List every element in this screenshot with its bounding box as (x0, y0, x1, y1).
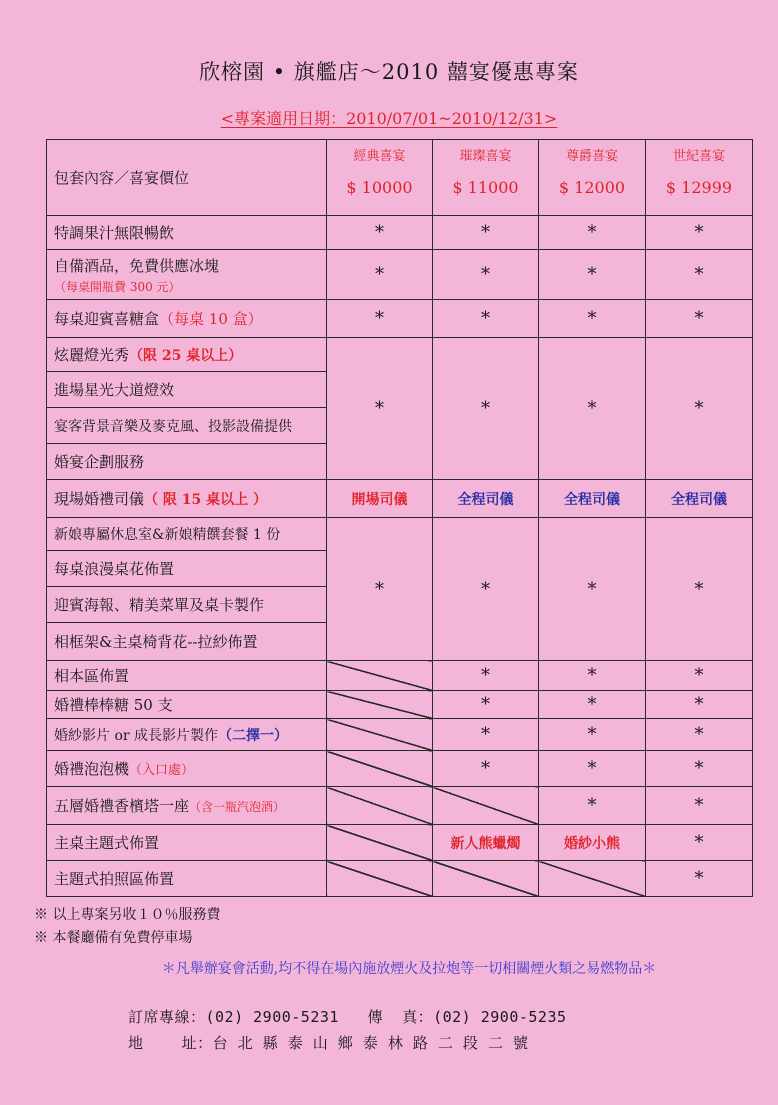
item-photo-area: 主題式拍照區佈置 (47, 861, 327, 897)
table-row: 現場婚禮司儀（ 限 15 桌以上 ） 開場司儀 全程司儀 全程司儀 全程司儀 (47, 480, 753, 518)
table-header-row (47, 140, 753, 216)
parking-note: ※ 本餐廳備有免費停車場 (34, 930, 193, 946)
package-brilliant: 璀璨喜宴 $ 11000 (433, 140, 539, 216)
fireworks-warning: ＊凡舉辦宴會活動,均不得在場內施放煙火及拉炮等一切相關煙火類之易燃物品＊ (161, 961, 657, 977)
item-bride-room: 新娘專屬休息室&新娘精饌套餐 1 份 (47, 518, 327, 551)
document-title: 欣榕園 • 旗艦店～2010 囍宴優惠專案 (199, 60, 579, 84)
item-video: 婚紗影片 or 成長影片製作（二擇一） (47, 719, 327, 751)
item-bubble-machine: 婚禮泡泡機（入口處） (47, 751, 327, 787)
package-classic: 經典喜宴 $ 10000 (327, 140, 433, 216)
table-row: 新娘專屬休息室&新娘精饌套餐 1 份 * * * * (47, 518, 753, 551)
item-planning-service: 婚宴企劃服務 (47, 444, 327, 480)
table-row: 炫麗燈光秀（限 25 桌以上） * * * * (47, 338, 753, 372)
item-album-area: 相本區佈置 (47, 661, 327, 691)
footnotes (34, 904, 220, 950)
table-row: 相本區佈置 * * * (47, 661, 753, 691)
header-label: 包套內容／喜宴價位 (47, 140, 327, 216)
table-row: 主題式拍照區佈置 * (47, 861, 753, 897)
promotion-period: <專案適用日期：2010/07/01~2010/12/31> (220, 109, 558, 128)
address: 地 址：台 北 縣 泰 山 鄉 泰 林 路 二 段 二 號 (128, 1034, 529, 1052)
package-century: 世紀喜宴 $ 12999 (646, 140, 753, 216)
item-lollipops: 婚禮棒棒糖 50 支 (47, 691, 327, 719)
table-row: 自備酒品，免費供應冰塊 （每桌開瓶費 300 元） * * * * (47, 250, 753, 300)
table-row: 婚禮棒棒糖 50 支 * * * (47, 691, 753, 719)
table-row: 婚禮泡泡機（入口處） * * * (47, 751, 753, 787)
item-emcee: 現場婚禮司儀（ 限 15 桌以上 ） (47, 480, 327, 518)
table-row: 每桌迎賓喜糖盒（每桌 10 盒） * * * * (47, 300, 753, 338)
item-starlight-entrance: 進場星光大道燈效 (47, 372, 327, 408)
table-row: 婚紗影片 or 成長影片製作（二擇一） * * * (47, 719, 753, 751)
item-av-equipment: 宴客背景音樂及麥克風、投影設備提供 (47, 408, 327, 444)
item-head-table-theme: 主桌主題式佈置 (47, 825, 327, 861)
item-frame-decoration: 相框架&主桌椅背花--拉紗佈置 (47, 623, 327, 661)
package-noble: 尊爵喜宴 $ 12000 (539, 140, 646, 216)
package-table (46, 139, 753, 897)
item-candy-box: 每桌迎賓喜糖盒（每桌 10 盒） (47, 300, 327, 338)
item-poster-menu: 迎賓海報、精美菜單及桌卡製作 (47, 587, 327, 623)
item-table-flowers: 每桌浪漫桌花佈置 (47, 551, 327, 587)
item-byo-wine: 自備酒品，免費供應冰塊 （每桌開瓶費 300 元） (47, 250, 327, 300)
service-charge-note: ※ 以上專案另收１０％服務費 (34, 907, 221, 923)
table-row: 五層婚禮香檳塔一座（含一瓶汽泡酒） * * (47, 787, 753, 825)
phone-fax: 訂席專線：(02) 2900-5231 傳 真：(02) 2900-5235 (128, 1008, 567, 1026)
table-row: 主桌主題式佈置 新人熊蠟燭 婚紗小熊 * (47, 825, 753, 861)
item-light-show: 炫麗燈光秀（限 25 桌以上） (47, 338, 327, 372)
table-row: 特調果汁無限暢飲 * * * * (47, 216, 753, 250)
item-juice: 特調果汁無限暢飲 (47, 216, 327, 250)
contact-info (128, 1004, 567, 1056)
item-champagne-tower: 五層婚禮香檳塔一座（含一瓶汽泡酒） (47, 787, 327, 825)
